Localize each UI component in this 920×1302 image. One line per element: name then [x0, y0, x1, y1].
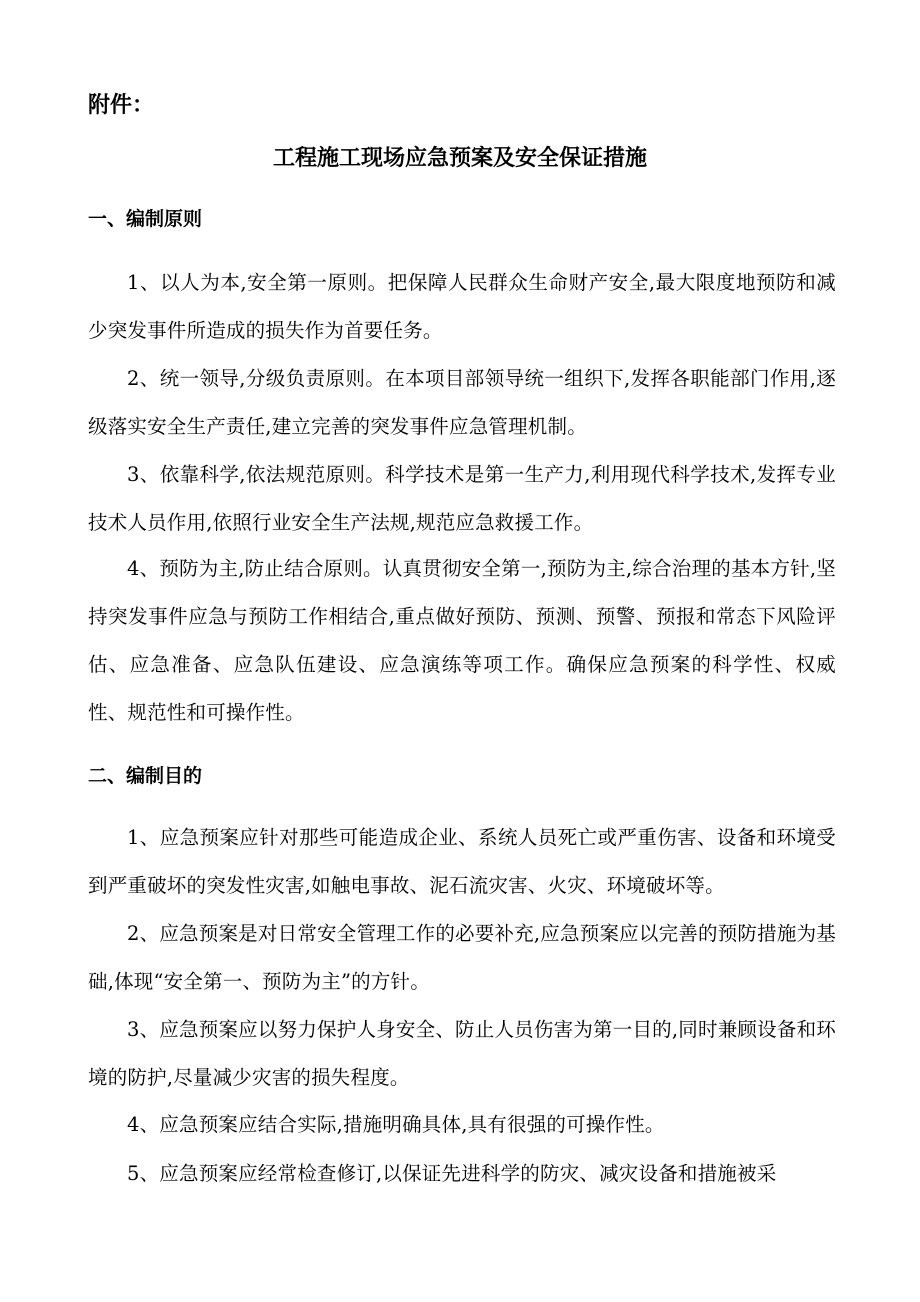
- paragraph: 4、应急预案应结合实际,措施明确具体,具有很强的可操作性。: [127, 1113, 665, 1136]
- attachment-label: 附件：: [88, 93, 155, 118]
- document-title: 工程施工现场应急预案及安全保证措施: [272, 146, 647, 171]
- paragraph: 1、以人为本,安全第一原则。把保障人民群众生命财产安全,最大限度地预防和减少突发事件所造成的损失作为首要任务。: [88, 271, 836, 342]
- section-heading-purpose: 二、编制目的: [88, 765, 203, 787]
- section-heading-principles: 一、编制原则: [88, 208, 203, 230]
- paragraph: 2、应急预案是对日常安全管理工作的必要补充,应急预案应以完善的预防措施为基础,体现“安全第一、预防为主”的方针。: [88, 922, 836, 993]
- paragraph: 1、应急预案应针对那些可能造成企业、系统人员死亡或严重伤害、设备和环境受到严重破坏的突发性灾害,如触电事故、泥石流灾害、火灾、环境破坏等。: [88, 826, 836, 897]
- paragraph: 3、依靠科学,依法规范原则。科学技术是第一生产力,利用现代科学技术,发挥专业技术人员作用,依照行业安全生产法规,规范应急救援工作。: [88, 463, 836, 534]
- paragraph: 2、统一领导,分级负责原则。在本项目部领导统一组织下,发挥各职能部门作用,逐级落实安全生产责任,建立完善的突发事件应急管理机制。: [88, 367, 836, 438]
- paragraph: 5、应急预案应经常检查修订,以保证先进科学的防灾、减灾设备和措施被采: [127, 1162, 777, 1185]
- paragraph: 4、预防为主,防止结合原则。认真贯彻安全第一,预防为主,综合治理的基本方针,坚持突发事件应急与预防工作相结合,重点做好预防、预测、预警、预报和常态下风险评估、应急准备、应急队伍建设、应急演练等项工作。确保应急预案的科学性、权威性、规范性和可操作性。: [88, 557, 836, 724]
- paragraph: 3、应急预案应以努力保护人身安全、防止人员伤害为第一目的,同时兼顾设备和环境的防护,尽量减少灾害的损失程度。: [88, 1018, 836, 1089]
